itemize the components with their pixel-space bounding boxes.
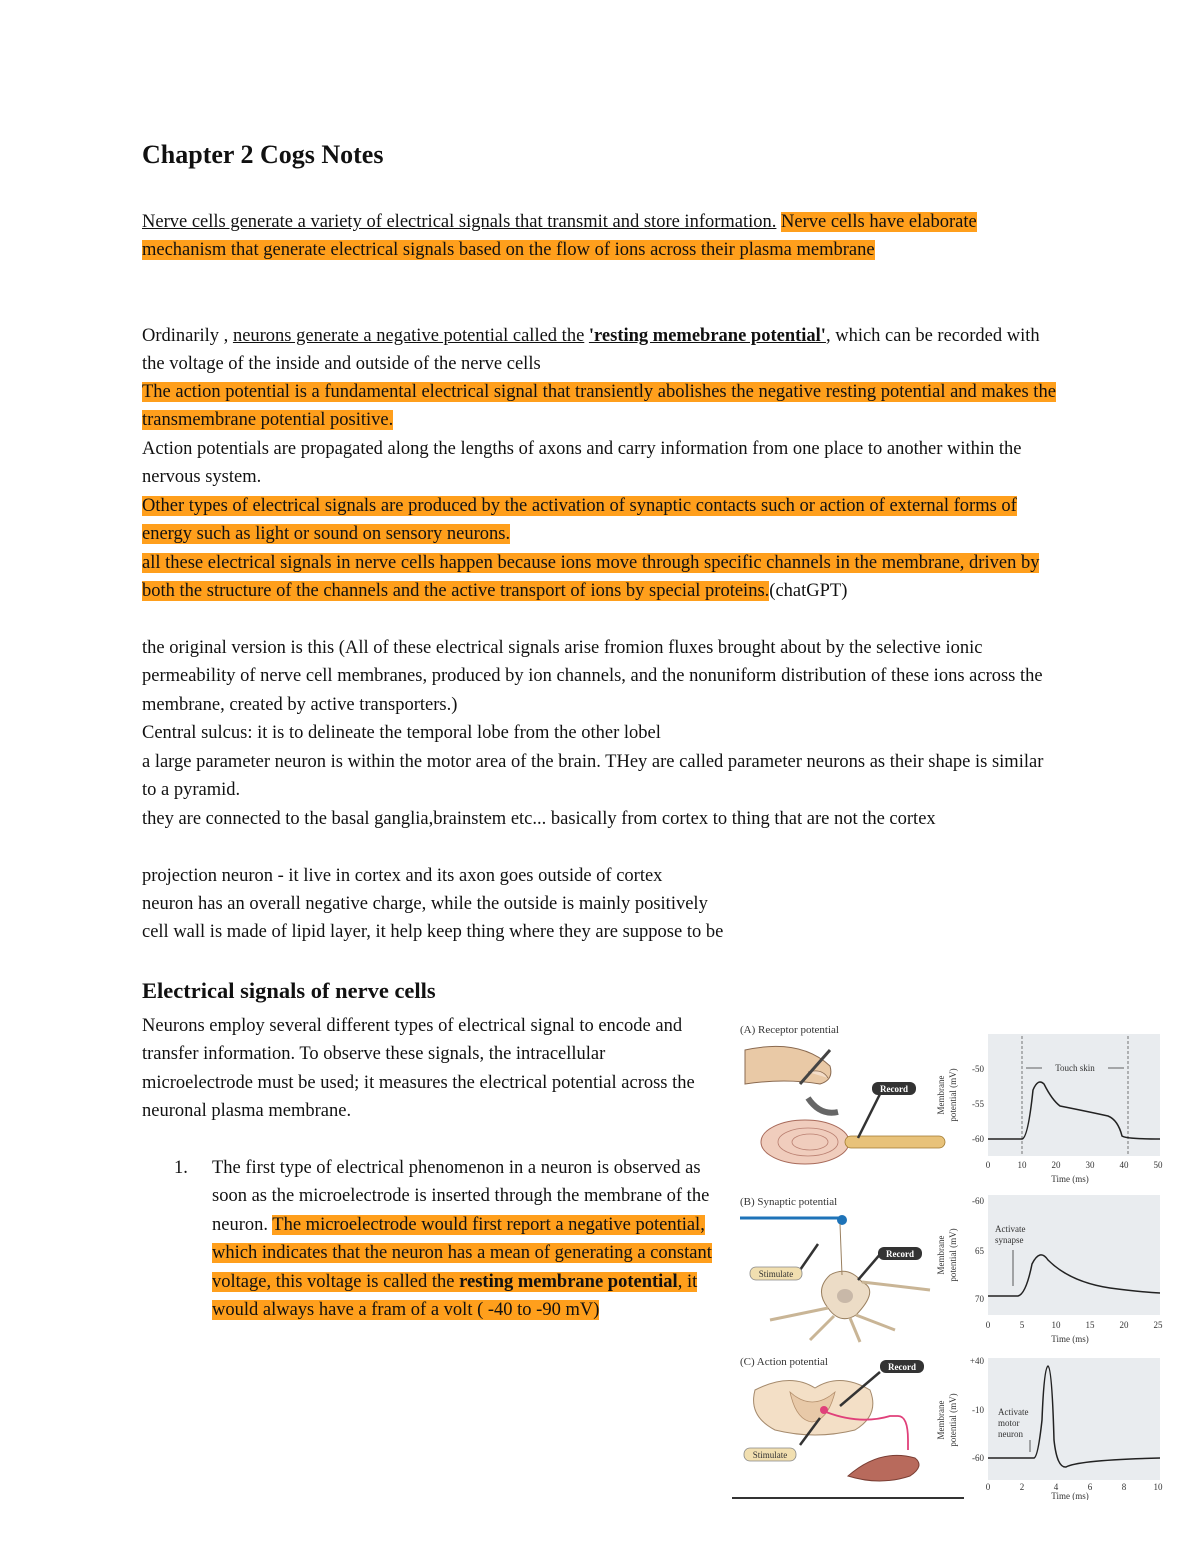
figure-divider [732,1497,964,1499]
list-item-highlight-tail: , it would always have a fram of a volt ( -40 to -90 mV) [212,1271,698,1321]
record-electrode-a [858,1090,882,1138]
panel-c-xlabel: Time (ms) [1051,1491,1089,1500]
panel-b-annotation-1: Activate [995,1224,1026,1234]
panel-b-ytick-2: 65 [975,1246,984,1256]
list-item-bold-term: resting membrane potential [459,1271,678,1292]
paragraph-4: Action potentials are propagated along the lengths of axons and carry information from one place to another within the nervous system. [142,439,1022,488]
panel-c-annotation-2: motor [998,1418,1020,1428]
panel-b-xlabel: Time (ms) [1051,1334,1089,1344]
record-electrode-b [858,1252,882,1280]
panel-a-xtick-4: 40 [1119,1160,1129,1170]
panel-a-xlabel: Time (ms) [1051,1174,1089,1184]
p1-underlined-text: Nerve cells generate a variety of electrical signals that transmit and store information. [142,212,777,232]
pacinian-corpuscle-illustration [761,1120,849,1164]
panel-a-xtick-3: 30 [1085,1160,1095,1170]
panel-c-annotation-1: Activate [998,1407,1029,1417]
panel-c-xtick-2: 4 [1053,1482,1059,1492]
p2-bold-term: 'resting memebrane potential' [588,326,826,346]
motor-neuron-illustration [820,1406,828,1414]
p2-tail: , which can be recorded with the voltage of the inside and outside of the nerve cells [142,326,1040,375]
paragraph-3 [142,378,1060,435]
section-heading: Electrical signals of nerve cells [142,978,436,1003]
panel-c-label: (C) Action potential [740,1356,828,1368]
neuron-nucleus-illustration [837,1289,853,1303]
panel-b-xtick-3: 15 [1085,1320,1095,1330]
panel-a-xtick-5: 50 [1153,1160,1163,1170]
p5-highlighted-text: Other types of electrical signals are produced by the activation of synaptic contacts such or action of external forms of energy such as light or sound on sensory neurons. [142,496,1017,545]
panel-b-xtick-0: 0 [985,1320,991,1330]
panel-c-ytick-2: -10 [972,1405,984,1415]
panel-a-xtick-1: 10 [1017,1160,1027,1170]
list-item-text: The first type of electrical phenomenon in a neuron is observed as soon as the microelectrode is inserted through the membrane of the neuron. [212,1158,710,1235]
panel-c-ylabel-2: potential (mV) [948,1393,958,1447]
panel-b-ylabel-2: potential (mV) [948,1228,958,1282]
paragraph-6 [142,549,1060,606]
stimulate-label-c: Stimulate [752,1450,788,1460]
muscle-illustration [848,1455,919,1481]
panel-a-ytick-2: -55 [972,1099,984,1109]
list-item-highlight-text: The microelectrode would first report a negative potential, which indicates that the neuron has a mean of generating a constant voltage, this voltage is called the [212,1214,712,1292]
paragraph-12: neuron has an overall negative charge, while the outside is mainly positively [142,894,708,914]
paragraph-11: projection neuron - it live in cortex and its axon goes outside of cortex [142,866,663,886]
panel-c-xtick-1: 2 [1019,1482,1025,1492]
section-intro: Neurons employ several different types of electrical signal to encode and transfer information. To observe these signals, the intracellular microelectrode must be used; it measures the electrical potential across the neuronal plasma membrane. [142,1016,695,1122]
p2-lead: Ordinarily , [142,326,229,346]
paragraph-9: a large parameter neuron is within the motor area of the brain. THey are called parameter neurons as their shape is similar to a pyramid. [142,752,1044,801]
panel-b-graph-bg [988,1195,1160,1315]
stimulate-electrode-b [800,1244,818,1270]
panel-a-label: (A) Receptor potential [740,1024,839,1036]
panel-c-ytick-1: +40 [969,1356,984,1366]
paragraph-5 [142,492,1060,549]
panel-b-annotation-2: synapse [995,1235,1024,1245]
list-item-highlight [212,1215,712,1320]
synapse-terminal-illustration [837,1215,847,1225]
record-label-b: Record [886,1249,914,1259]
panel-a-ytick-3: -60 [972,1134,984,1144]
paragraph-2 [142,322,1060,379]
panel-a-ylabel-2: potential (mV) [948,1068,958,1122]
paragraph-8: Central sulcus: it is to delineate the temporal lobe from the other lobel [142,723,661,743]
document-title: Chapter 2 Cogs Notes [142,140,384,169]
panel-b-ylabel-1: Membrane [936,1235,946,1275]
panel-c-ytick-3: -60 [972,1453,984,1463]
axon-illustration [845,1136,945,1148]
panel-c-xtick-4: 8 [1121,1482,1127,1492]
panel-c-ylabel-1: Membrane [936,1400,946,1440]
panel-b-xtick-5: 25 [1153,1320,1163,1330]
panel-a-xtick-2: 20 [1051,1160,1061,1170]
record-label-c: Record [888,1362,916,1372]
list-item [212,1154,712,1324]
p6-highlighted-text: all these electrical signals in nerve cells happen because ions move through specific channels in the membrane, driven by both the structure of the channels and the active transport of ions by special proteins. [142,553,1040,602]
neuron-body-illustration [821,1224,869,1319]
paragraph-7: the original version is this (All of these electrical signals arise fromion fluxes brought about by the selective ionic permeability of nerve cell membranes, produced by ion channels, and the nonuniform distribution of these ions across the membrane, created by active transporters.) [142,638,1043,715]
record-label-a: Record [880,1084,908,1094]
p2-underlined-text: neurons generate a negative potential called the [232,326,585,346]
paragraph-13: cell wall is made of lipid layer, it help keep thing where they are suppose to be [142,922,724,942]
panel-a-ytick-1: -50 [972,1064,984,1074]
panel-b-xtick-2: 10 [1051,1320,1061,1330]
panel-a-annotation: Touch skin [1055,1063,1095,1073]
panel-b-label: (B) Synaptic potential [740,1196,838,1208]
panel-a-xtick-0: 0 [985,1160,991,1170]
panel-c-annotation-3: neuron [998,1429,1023,1439]
p1-highlighted-text: Nerve cells have elaborate mechanism that generate electrical signals based on the flow of ions across their plasma membrane [142,212,977,261]
panel-c-xtick-3: 6 [1087,1482,1093,1492]
paragraph-1 [142,208,1060,265]
stimulate-label-b: Stimulate [758,1269,794,1279]
touch-arrow-illustration [808,1098,838,1113]
electrical-signals-figure [730,1020,1170,1500]
panel-b-xtick-1: 5 [1019,1320,1025,1330]
panel-b-ytick-3: 70 [975,1294,984,1304]
paragraph-10: they are connected to the basal ganglia,brainstem etc... basically from cortex to thing that are not the cortex [142,809,936,829]
panel-a-ylabel-1: Membrane [936,1075,946,1115]
p6-source-note: (chatGPT) [769,581,848,602]
panel-c-xtick-0: 0 [985,1482,991,1492]
list-item-number: 1. [174,1158,188,1178]
panel-c-xtick-5: 10 [1153,1482,1163,1492]
p3-highlighted-text: The action potential is a fundamental electrical signal that transiently abolishes the negative resting potential and makes the transmembrane potential positive. [142,382,1056,431]
panel-b-xtick-4: 20 [1119,1320,1129,1330]
panel-b-ytick-1: -60 [972,1196,984,1206]
